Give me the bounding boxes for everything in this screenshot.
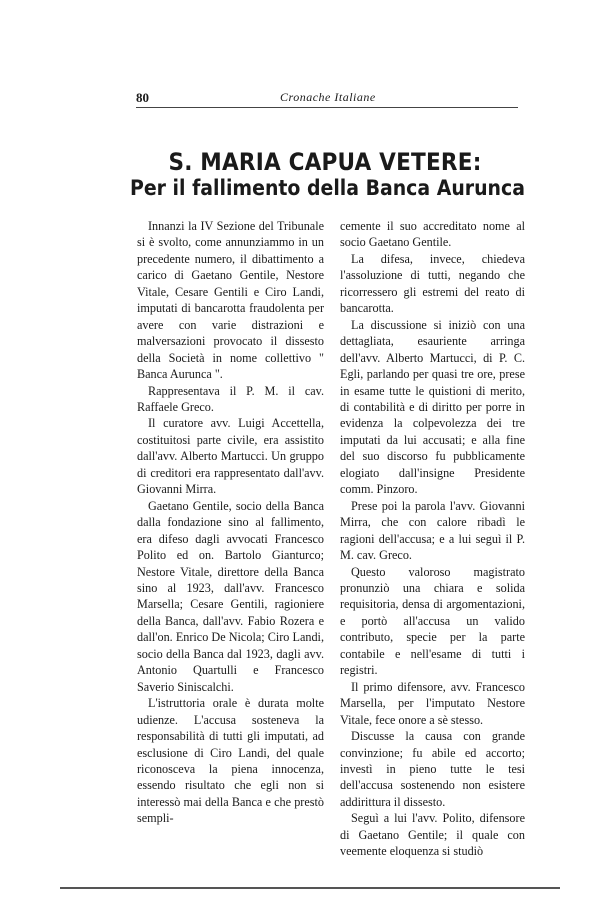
article-title-line-2: Per il fallimento della Banca Aurunca [130,176,525,200]
paragraph-continued: cemente il suo accreditato nome al socio Gaetano Gentile. [340,219,525,250]
left-column [137,218,324,827]
paragraph: Innanzi la IV Sezione del Tribunale si è svolto, come annunziammo in un precedente numero, il dibattimento a carico di Gaetano Gentile, Nestore Vitale, Cesare Gentili e Ciro Landi, imputati di bancarotta fraudolenta per avere con varie distrazioni e malversazioni provocato il dissesto della Società in nome collettivo " Banca Aurunca ". [137,219,324,382]
paragraph: Questo valoroso magistrato pronunziò una chiara e solida requisitoria, densa di argomentazioni, e portò all'accusa un valido contributo, specie per la parte contabile e nell'esame di tutti i registri. [340,564,525,678]
bottom-rule [60,887,560,889]
paragraph: Il curatore avv. Luigi Accettella, costituitosi parte civile, era assistito dall'avv. Alberto Martucci. Un gruppo di creditori era rappresentato dall'avv. Giovanni Mirra. [137,416,324,497]
article-title-line-1: S. MARIA CAPUA VETERE: [168,148,482,176]
right-column [340,218,525,860]
paragraph: La difesa, invece, chiedeva l'assoluzione di tutti, negando che ricorressero gli estremi del reato di bancarotta. [340,251,525,316]
header-rule [136,107,518,108]
page-number: 80 [136,90,149,105]
paragraph: Discusse la causa con grande convinzione; fu abile ed accorto; investì in pieno tutte le tesi dell'accusa sostenendo non esistere addirittura il dissesto. [340,729,525,809]
paragraph: La discussione si iniziò con una dettagliata, esauriente arringa dell'avv. Alberto Martucci, di P. C. Egli, parlando per quasi tre ore, prese in esame tutte le quistioni di merito, di contabilità e di diritto per porre in evidenza la colpevolezza dei tre imputati da lui accusati; e alla fine del suo discorso fu pubblicamente elogiato dall'insigne Presidente comm. Pinzoro. [340,317,525,497]
paragraph: Il primo difensore, avv. Francesco Marsella, per l'imputato Nestore Vitale, fece onore a sè stesso. [340,679,525,727]
paragraph: L'istruttoria orale è durata molte udienze. L'accusa sosteneva la responsabilità di tutti gli imputati, ad esclusione di Ciro Landi, del quale riconosceva la piena innocenza, essendo risultato che egli non si interessò mai della Banca e che prestò sempli- [137,696,324,826]
paragraph: Prese poi la parola l'avv. Giovanni Mirra, che con calore ribadì le ragioni dell'accusa; e a lui seguì il P. M. cav. Greco. [340,498,525,563]
running-title: Cronache Italiane [280,90,376,104]
paragraph: Gaetano Gentile, socio della Banca dalla fondazione sino al fallimento, era difeso dagli avvocati Francesco Polito ed on. Bartolo Gianturco; Nestore Vitale, direttore della Banca sino al 1923, dall'avv. Francesco Marsella; Cesare Gentili, ragioniere della Banca, dall'avv. Fabio Rozera e dall'on. Enrico De Nicola; Ciro Landi, socio della Banca dal 1923, dagli avv. Antonio Quartulli e Francesco Saverio Siniscalchi. [137,498,324,694]
paragraph: Rappresentava il P. M. il cav. Raffaele Greco. [137,383,324,414]
paragraph: Seguì a lui l'avv. Polito, difensore di Gaetano Gentile; il quale con veemente eloquenza si studiò [340,811,525,859]
